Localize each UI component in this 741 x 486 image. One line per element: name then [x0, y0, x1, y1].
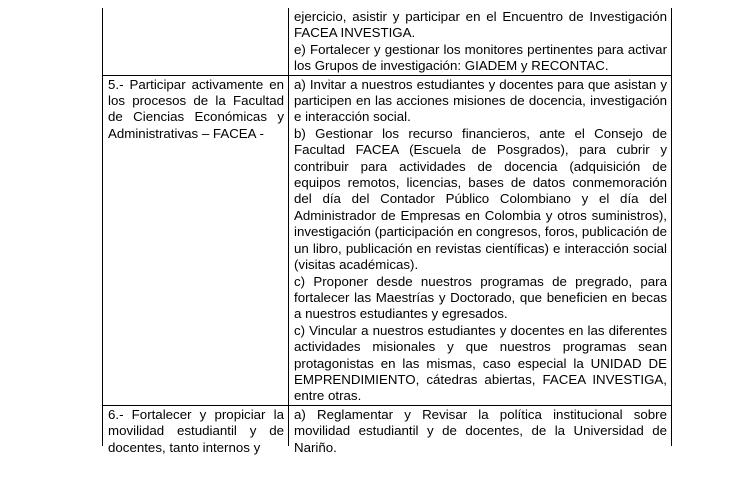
action-paragraph: c) Vincular a nuestros estudiantes y docentes en las diferentes actividades misionales y que nuestros programas sean protagonistas en las mismas, caso especial la UNIDAD DE EMPRENDIMIENTO, cátedras abiertas, FACEA INVESTIGA, entre otras. — [294, 322, 667, 404]
action-paragraph: b) Gestionar los recurso financieros, ante el Consejo de Facultad FACEA (Escuela de Posgrados), para cubrir y contribuir para actividades de docencia (adquisición de equipos remotos, licencias, bases de datos conmemoración del día del Contador Público Colombiano y el día del Administrador de Empresas en Colombia y otros suministros), investigación (participación en congresos, foros, publicación de un libro, publicación en revistas científicas) e interacción social (visitas académicas). — [294, 125, 667, 273]
action-paragraph: ejercicio, asistir y participar en el Encuentro de Investigación FACEA INVESTIGA. — [294, 9, 667, 41]
action-paragraph: e) Fortalecer y gestionar los monitores pertinentes para activar los Grupos de investigación: GIADEM y RECONTAC. — [294, 41, 667, 74]
objective-text: 6.- Fortalecer y propiciar la movilidad estudiantil y de docentes, tanto internos y — [108, 406, 284, 455]
action-paragraph: a) Reglamentar y Revisar la política institucional sobre movilidad estudiantil y de docentes, de la Universidad de Nariño. — [294, 406, 667, 455]
content-table — [102, 8, 672, 455]
objective-cell — [103, 76, 289, 405]
actions-cell — [289, 76, 671, 405]
table-row — [102, 406, 672, 455]
action-paragraph: c) Proponer desde nuestros programas de pregrado, para fortalecer las Maestrías y Doctorado, que beneficien en becas a nuestros estudiantes y egresados. — [294, 273, 667, 322]
actions-cell — [289, 8, 671, 75]
actions-cell — [289, 406, 671, 455]
objective-text: 5.- Participar activamente en los procesos de la Facultad de Ciencias Económicas y Administrativas – FACEA - — [108, 76, 284, 141]
table-row — [102, 8, 672, 76]
table-row — [102, 76, 672, 406]
objective-cell — [103, 8, 289, 75]
action-paragraph: a) Invitar a nuestros estudiantes y docentes para que asistan y participen en las acciones misiones de docencia, investigación e interacción social. — [294, 76, 667, 125]
objective-cell — [103, 406, 289, 455]
